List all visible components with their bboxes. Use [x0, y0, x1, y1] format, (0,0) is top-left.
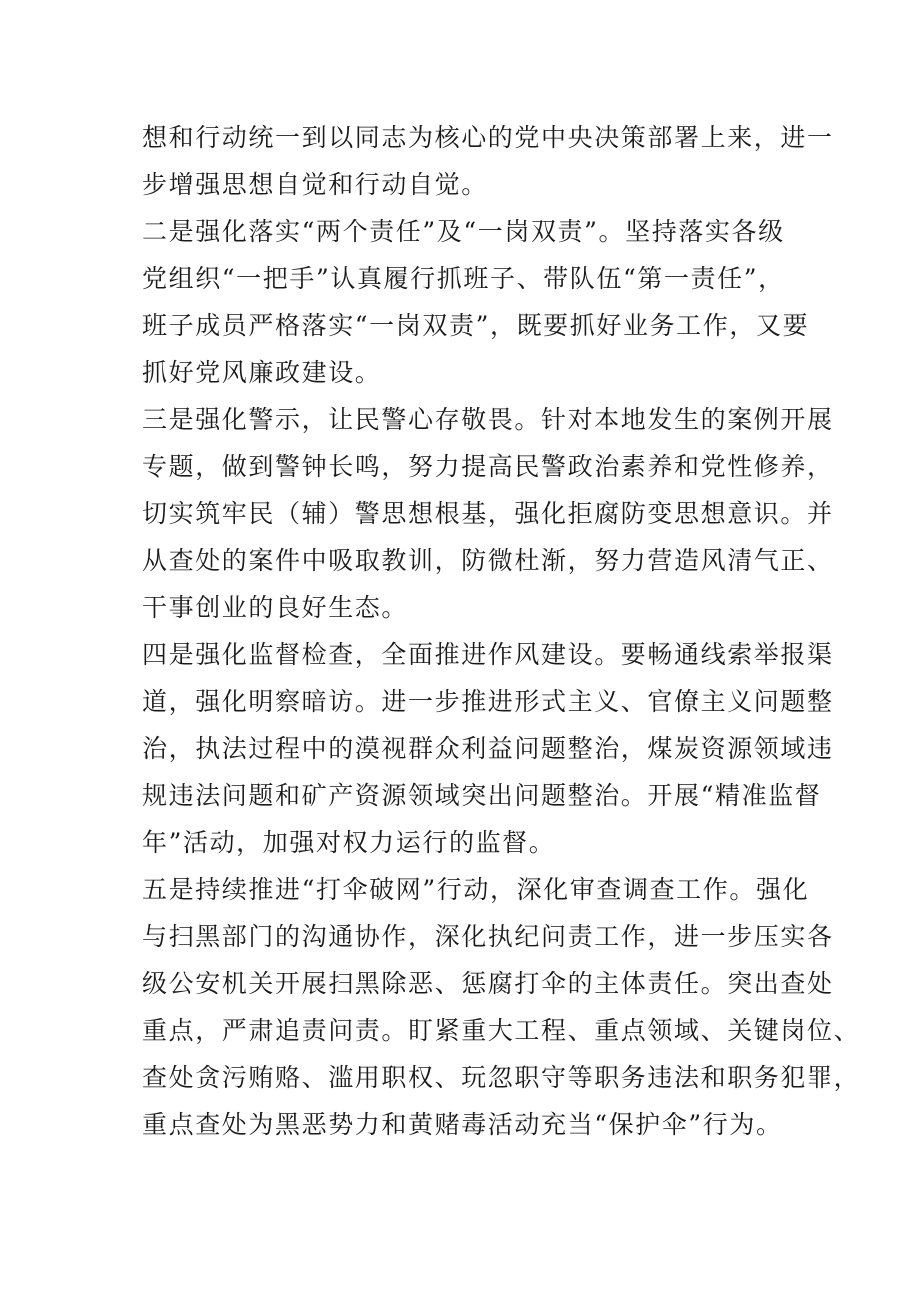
- text-line: 从查处的案件中吸取教训，防微杜渐，努力营造风清气正、: [142, 546, 834, 575]
- document-body: [142, 114, 861, 1148]
- text-line: 班子成员严格落实“一岗双责”，既要抓好业务工作，又要: [142, 311, 810, 340]
- text-line: 治，执法过程中的漠视群众利益问题整治，煤炭资源领域违: [142, 734, 834, 763]
- text-line: 查处贪污贿赂、滥用职权、玩忽职守等职务违法和职务犯罪，: [142, 1063, 861, 1092]
- text-line: 二是强化落实“两个责任”及“一岗双责”。坚持落实各级: [142, 217, 785, 246]
- text-line: 与扫黑部门的沟通协作，深化执纪问责工作，进一步压实各: [142, 922, 834, 951]
- text-line: 干事创业的良好生态。: [142, 593, 409, 622]
- text-line: 重点，严肃追责问责。盯紧重大工程、重点领域、关键岗位、: [142, 1016, 861, 1045]
- text-line: 想和行动统一到以同志为核心的党中央决策部署上来，进一: [142, 123, 834, 152]
- text-line: 四是强化监督检查，全面推进作风建设。要畅通线索举报渠: [142, 640, 834, 669]
- text-line: 党组织“一把手”认真履行抓班子、带队伍“第一责任”，: [142, 264, 785, 293]
- text-line: 规违法问题和矿产资源领域突出问题整治。开展“精准监督: [142, 781, 822, 810]
- text-line: 道，强化明察暗访。进一步推进形式主义、官僚主义问题整: [142, 687, 834, 716]
- text-line: 级公安机关开展扫黑除恶、惩腐打伞的主体责任。突出查处: [142, 969, 834, 998]
- text-line: 抓好党风廉政建设。: [142, 358, 382, 387]
- text-line: 专题，做到警钟长鸣，努力提高民警政治素养和党性修养，: [142, 452, 834, 481]
- text-line: 五是持续推进“打伞破网”行动，深化审查调查工作。强化: [142, 875, 810, 904]
- text-line: 切实筑牢民（辅）警思想根基，强化拒腐防变思想意识。并: [142, 499, 834, 528]
- text-line: 年”活动，加强对权力运行的监督。: [142, 828, 556, 857]
- text-line: 三是强化警示，让民警心存敬畏。针对本地发生的案例开展: [142, 405, 834, 434]
- text-line: 重点查处为黑恶势力和黄赌毒活动充当“保护伞”行为。: [142, 1110, 783, 1139]
- text-line: 步增强思想自觉和行动自觉。: [142, 170, 488, 199]
